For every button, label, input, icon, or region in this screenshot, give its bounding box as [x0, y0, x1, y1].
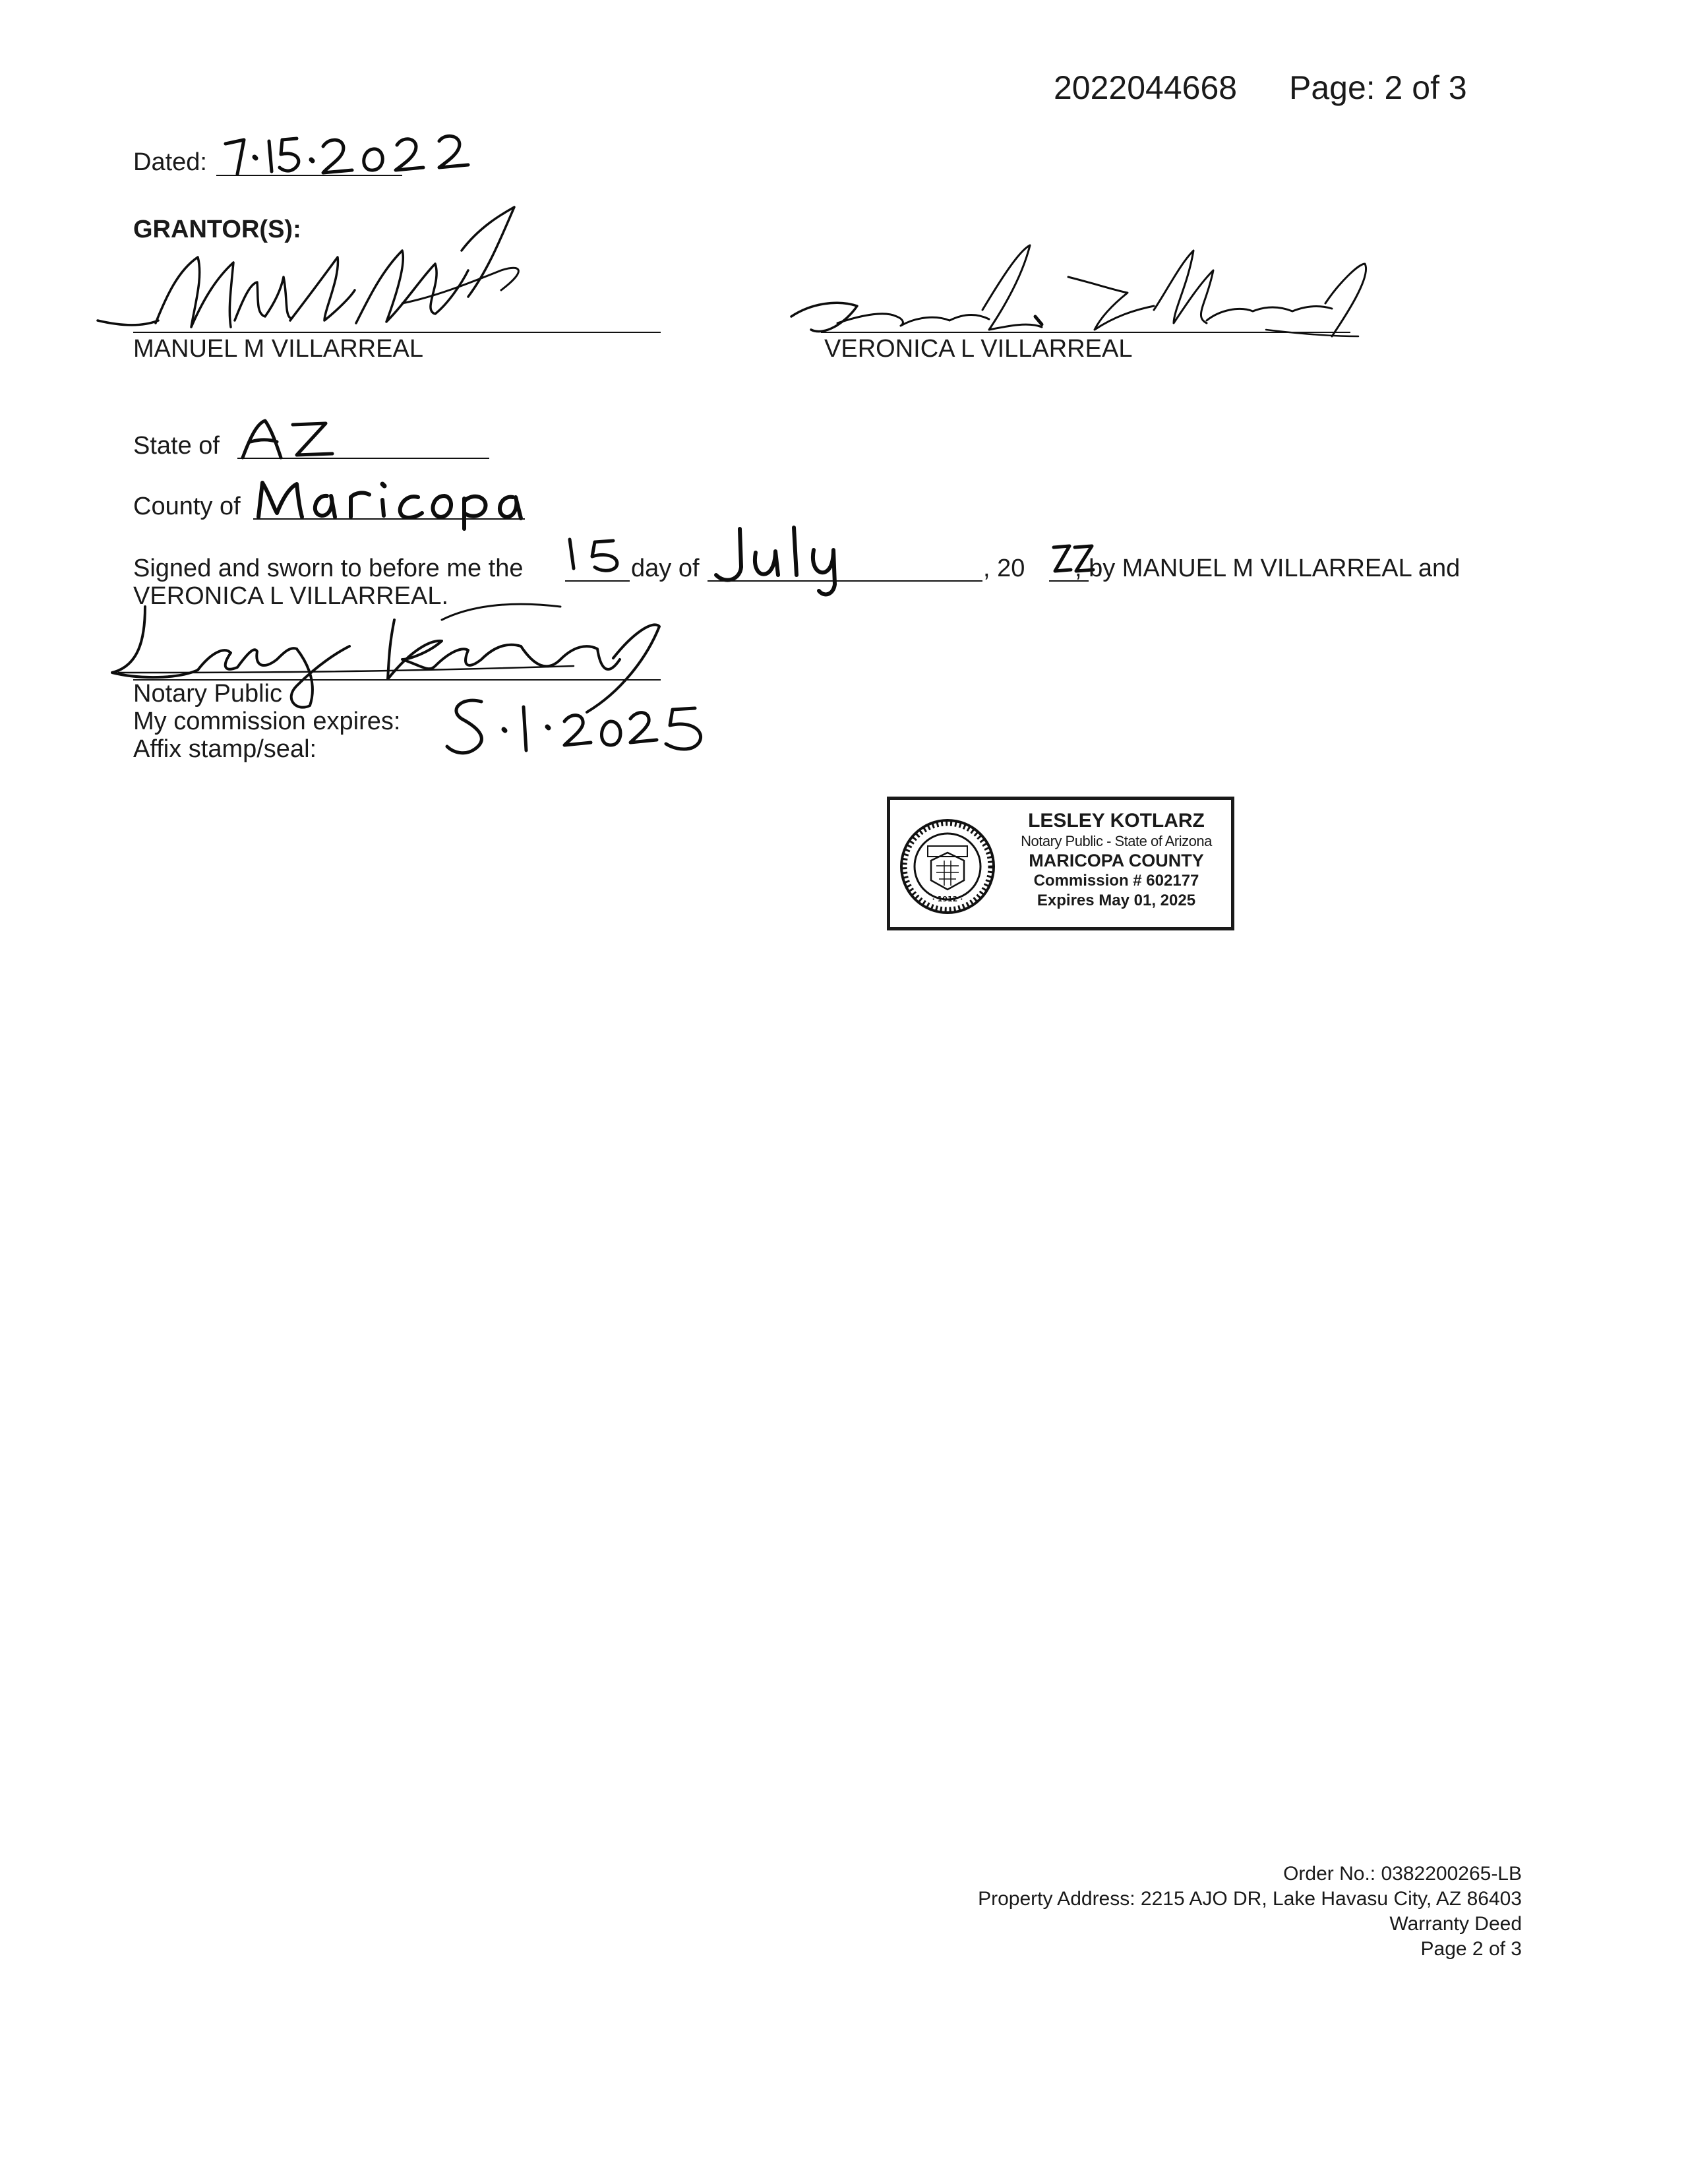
grantor-1-signature: [92, 198, 528, 343]
document-number: 2022044668: [1054, 69, 1238, 106]
sworn-prefix: Signed and sworn to before me the: [133, 555, 524, 582]
day-of-label: day of: [631, 555, 700, 582]
stamp-county: MARICOPA COUNTY: [1029, 851, 1204, 870]
sworn-suffix: , by MANUEL M VILLARREAL and: [1075, 555, 1461, 582]
footer-order-number: Order No.: 0382200265-LB: [1283, 1863, 1522, 1885]
handwritten-commission-date: [442, 692, 719, 765]
county-underline: [253, 518, 525, 520]
svg-text:· 1912 ·: · 1912 ·: [932, 895, 963, 903]
handwritten-date: [218, 129, 495, 182]
footer-property-address: Property Address: 2215 AJO DR, Lake Havasu City, AZ 86403: [978, 1888, 1522, 1910]
handwritten-state: [237, 417, 343, 463]
state-label: State of: [133, 432, 220, 460]
sworn-second-line: VERONICA L VILLARREAL.: [133, 582, 449, 610]
dated-label: Dated:: [133, 148, 207, 176]
page-indicator: Page: 2 of 3: [1289, 69, 1467, 106]
grantor-2-name: VERONICA L VILLARREAL: [824, 335, 1133, 363]
arizona-state-seal: [898, 817, 997, 916]
grantor-2-signature-line: [821, 332, 1350, 333]
handwritten-month: [706, 521, 870, 600]
data-extra: GRANTOR(S):: [133, 216, 301, 243]
stamp-notary-name: LESLEY KOTLARZ: [1028, 810, 1205, 832]
stamp-commission-number: Commission # 602177: [1033, 872, 1199, 890]
year-prefix: , 20: [983, 555, 1025, 582]
month-underline: [708, 580, 982, 582]
grantor-1-signature-line: [133, 332, 661, 333]
notary-public-label: Notary Public: [133, 680, 282, 708]
handwritten-county: [253, 470, 530, 529]
grantor-1-name: MANUEL M VILLARREAL: [133, 335, 423, 363]
notary-stamp: [887, 797, 1234, 930]
stamp-notary-title: Notary Public - State of Arizona: [1021, 833, 1212, 849]
document-footer: [978, 1862, 1522, 1962]
stamp-expiration: Expires May 01, 2025: [1037, 892, 1196, 909]
footer-page-number: Page 2 of 3: [1420, 1938, 1522, 1960]
county-label: County of: [133, 493, 241, 520]
affix-label: Affix stamp/seal:: [133, 735, 317, 763]
commission-label: My commission expires:: [133, 708, 401, 735]
handwritten-day: [560, 533, 633, 579]
footer-document-type: Warranty Deed: [1389, 1913, 1522, 1935]
